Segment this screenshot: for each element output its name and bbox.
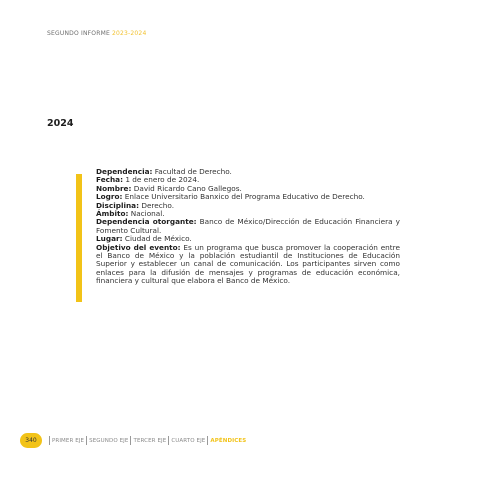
nav-item-tercer-eje[interactable]: TERCER EJE: [133, 437, 167, 444]
field-label: Lugar:: [96, 234, 123, 244]
field-objetivo: [96, 244, 400, 286]
report-year: 2023-2024: [111, 30, 147, 37]
nav-item-primer-eje[interactable]: PRIMER EJE: [52, 437, 85, 444]
page-number: 340: [20, 433, 42, 448]
field-label: Dependencia:: [96, 167, 153, 176]
nav-separator: [130, 436, 131, 445]
nav-separator: [168, 436, 169, 445]
field-label: Ámbito:: [96, 209, 129, 219]
nav-separator: [207, 436, 208, 445]
field-value: Nacional.: [130, 209, 165, 219]
entry-block: [96, 168, 400, 286]
field-label: Logro:: [96, 192, 123, 202]
field-value: David Ricardo Cano Gallegos.: [133, 183, 242, 193]
nav-item-apendices[interactable]: APÉNDICES: [210, 437, 247, 444]
field-value: Facultad de Derecho.: [154, 167, 232, 176]
footer-nav: [47, 436, 246, 445]
field-value: 1 de enero de 2024.: [125, 175, 200, 185]
running-header: [47, 30, 146, 37]
field-value: Enlace Universitario Banxico del Programa Educativo de Derecho.: [124, 192, 365, 202]
field-label: Fecha:: [96, 175, 123, 185]
nav-item-cuarto-eje[interactable]: CUARTO EJE: [171, 437, 206, 444]
accent-bar: [76, 174, 82, 302]
nav-item-segundo-eje[interactable]: SEGUNDO EJE: [89, 437, 129, 444]
field-value: Banco de México/Dirección de Educación Financiera y Fomento Cultural.: [96, 217, 400, 235]
field-value: Derecho.: [141, 200, 175, 210]
field-label: Disciplina:: [96, 200, 139, 210]
field-label: Objetivo del evento:: [96, 242, 181, 252]
field-label: Dependencia otorgante:: [96, 217, 197, 227]
field-label: Nombre:: [96, 183, 132, 193]
field-otorgante: [96, 218, 400, 235]
report-title: SEGUNDO INFORME: [47, 30, 110, 37]
section-year-heading: 2024: [47, 118, 74, 129]
field-value: Es un programa que busca promover la cooperación entre el Banco de México y la población estudiantil de Instituciones de Educación Superior y establecer un canal de comunicación. Los participantes sirven como enlaces para la difusión de mensajes y programas de educación económica, financiera y cultural que elabora el Banco de México.: [96, 242, 400, 286]
nav-separator: [49, 436, 50, 445]
field-value: Ciudad de México.: [124, 234, 192, 244]
nav-separator: [86, 436, 87, 445]
